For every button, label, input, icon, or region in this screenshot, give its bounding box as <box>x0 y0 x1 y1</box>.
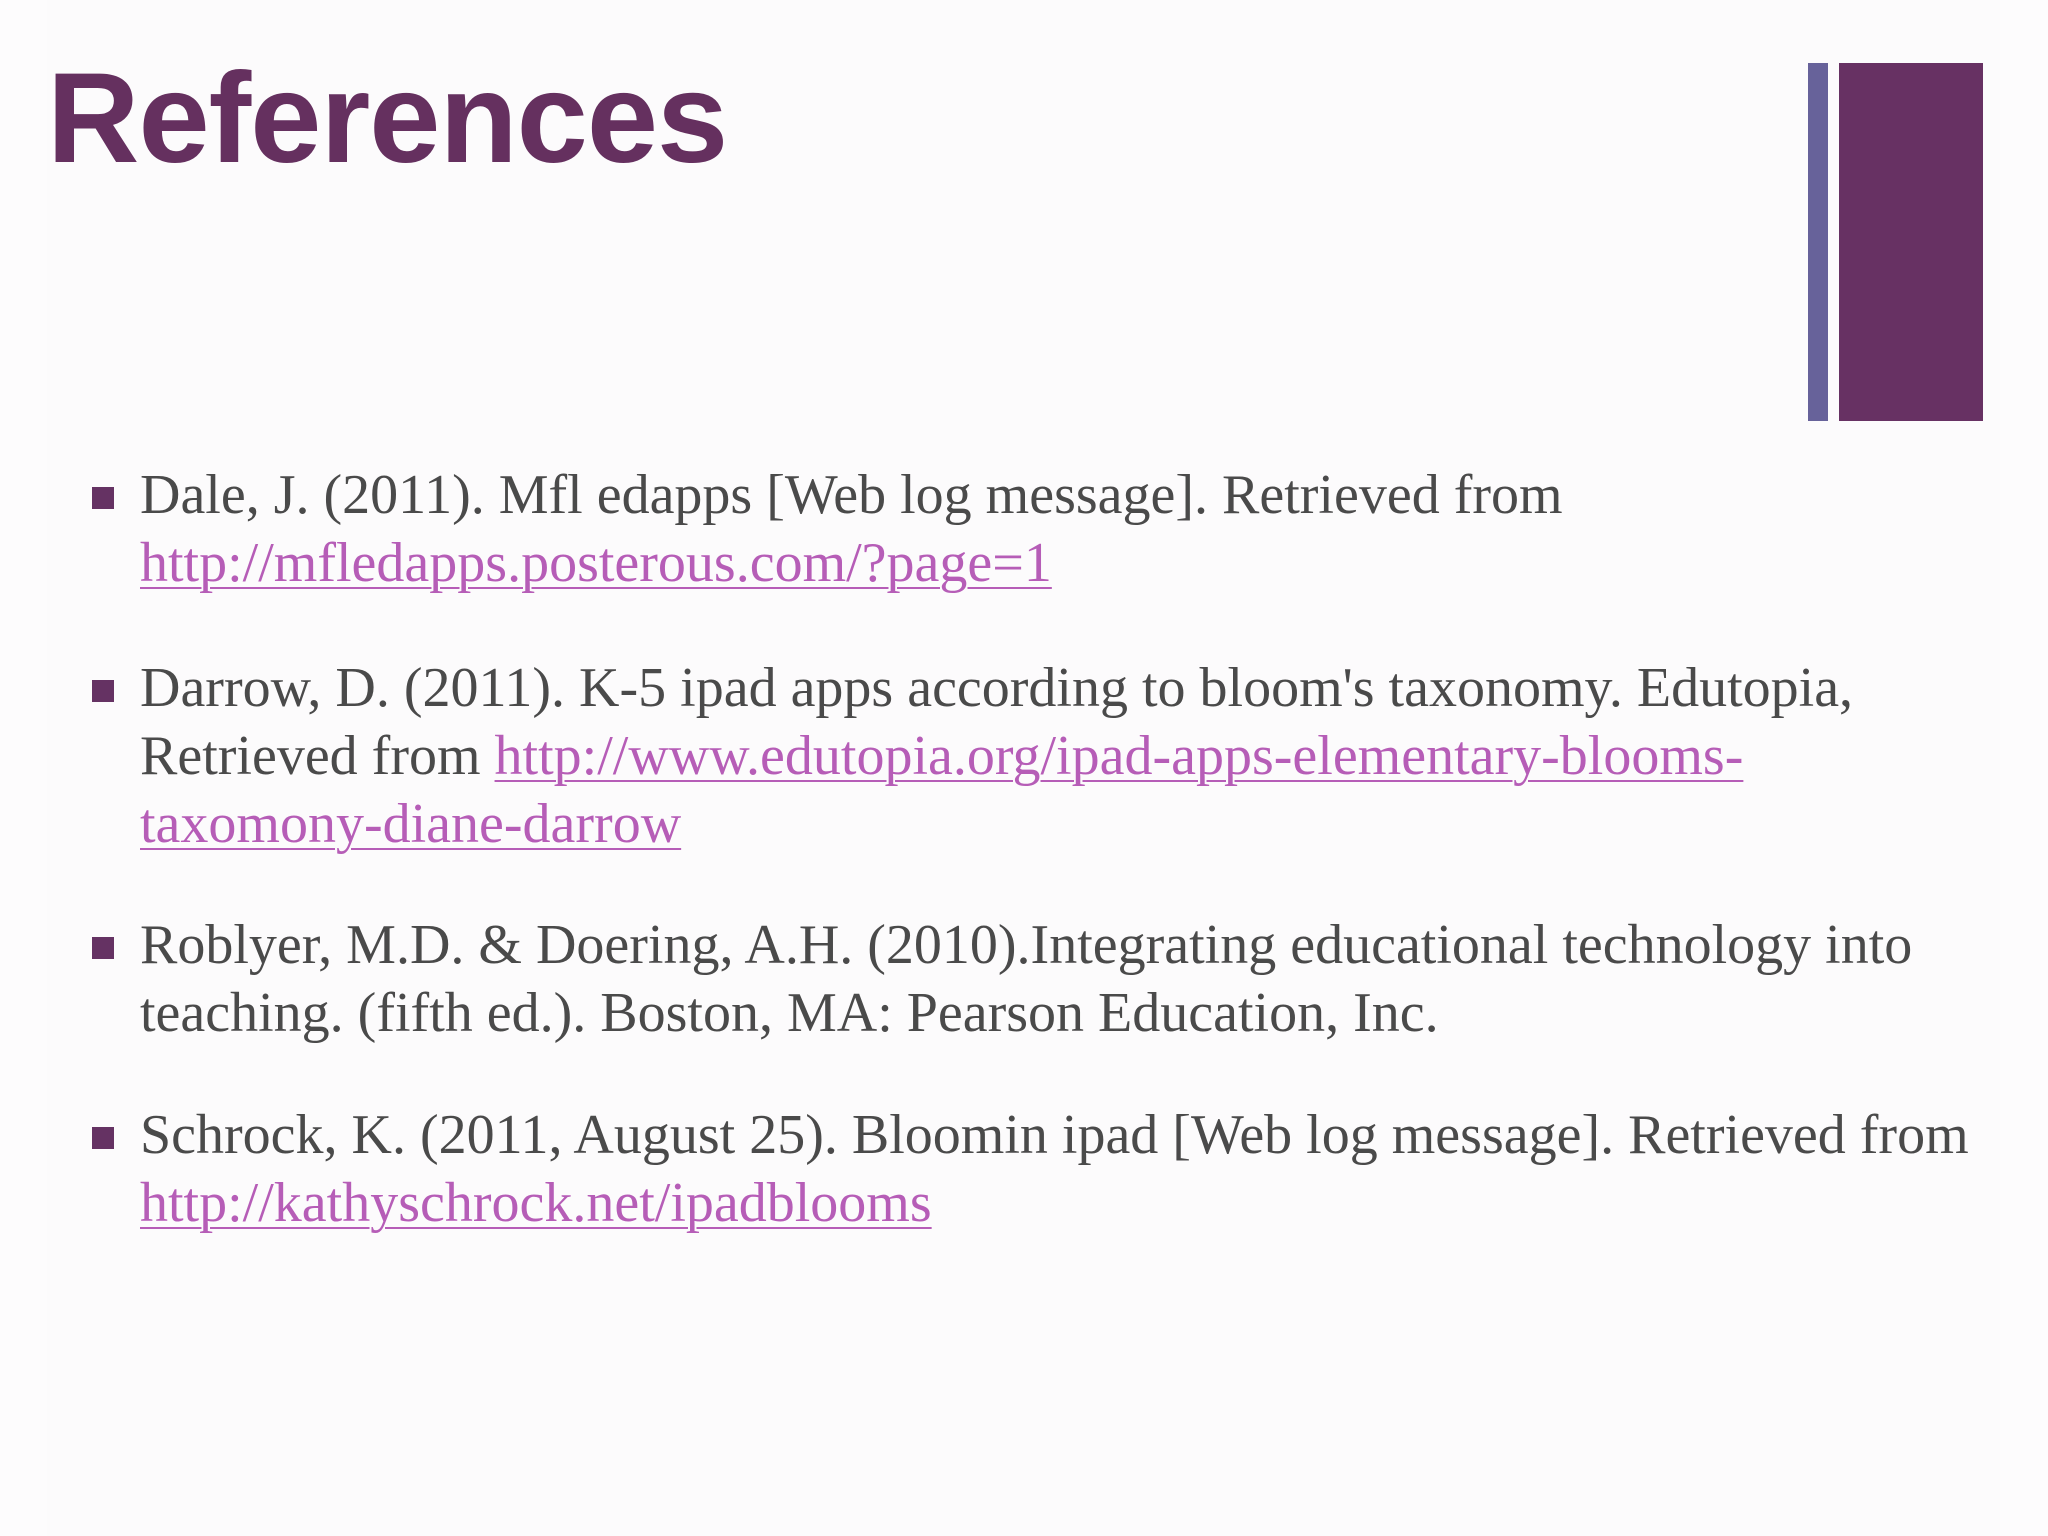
references-list <box>90 461 1980 1294</box>
reference-text: Darrow, D. (2011). K-5 ipad apps according to bloom's taxonomy. Edutopia, Retrieved from <box>140 657 1854 787</box>
square-bullet-icon <box>92 1127 114 1149</box>
accent-bar-thin <box>1808 63 1828 421</box>
reference-text: Schrock, K. (2011, August 25). Bloomin ipad [Web log message]. Retrieved from <box>140 1104 1969 1166</box>
slide-title: References <box>47 47 728 190</box>
reference-text: Dale, J. (2011). Mfl edapps [Web log message]. Retrieved from <box>140 464 1563 526</box>
square-bullet-icon <box>92 937 114 959</box>
reference-link[interactable]: http://www.edutopia.org/ipad-apps-elementary-blooms-taxomony-diane-darrow <box>140 725 1744 855</box>
reference-link[interactable]: http://kathyschrock.net/ipadblooms <box>140 1172 932 1234</box>
accent-bar-thick <box>1839 63 1983 421</box>
reference-link[interactable]: http://mfledapps.posterous.com/?page=1 <box>140 532 1052 594</box>
square-bullet-icon <box>92 680 114 702</box>
reference-item <box>90 461 1980 597</box>
square-bullet-icon <box>92 487 114 509</box>
reference-item <box>90 654 1980 858</box>
reference-text: Roblyer, M.D. & Doering, A.H. (2010).Integrating educational technology into teaching. (fifth ed.). Boston, MA: Pearson Education, Inc. <box>140 914 1913 1044</box>
reference-item <box>90 1101 1980 1237</box>
reference-item <box>90 911 1980 1047</box>
